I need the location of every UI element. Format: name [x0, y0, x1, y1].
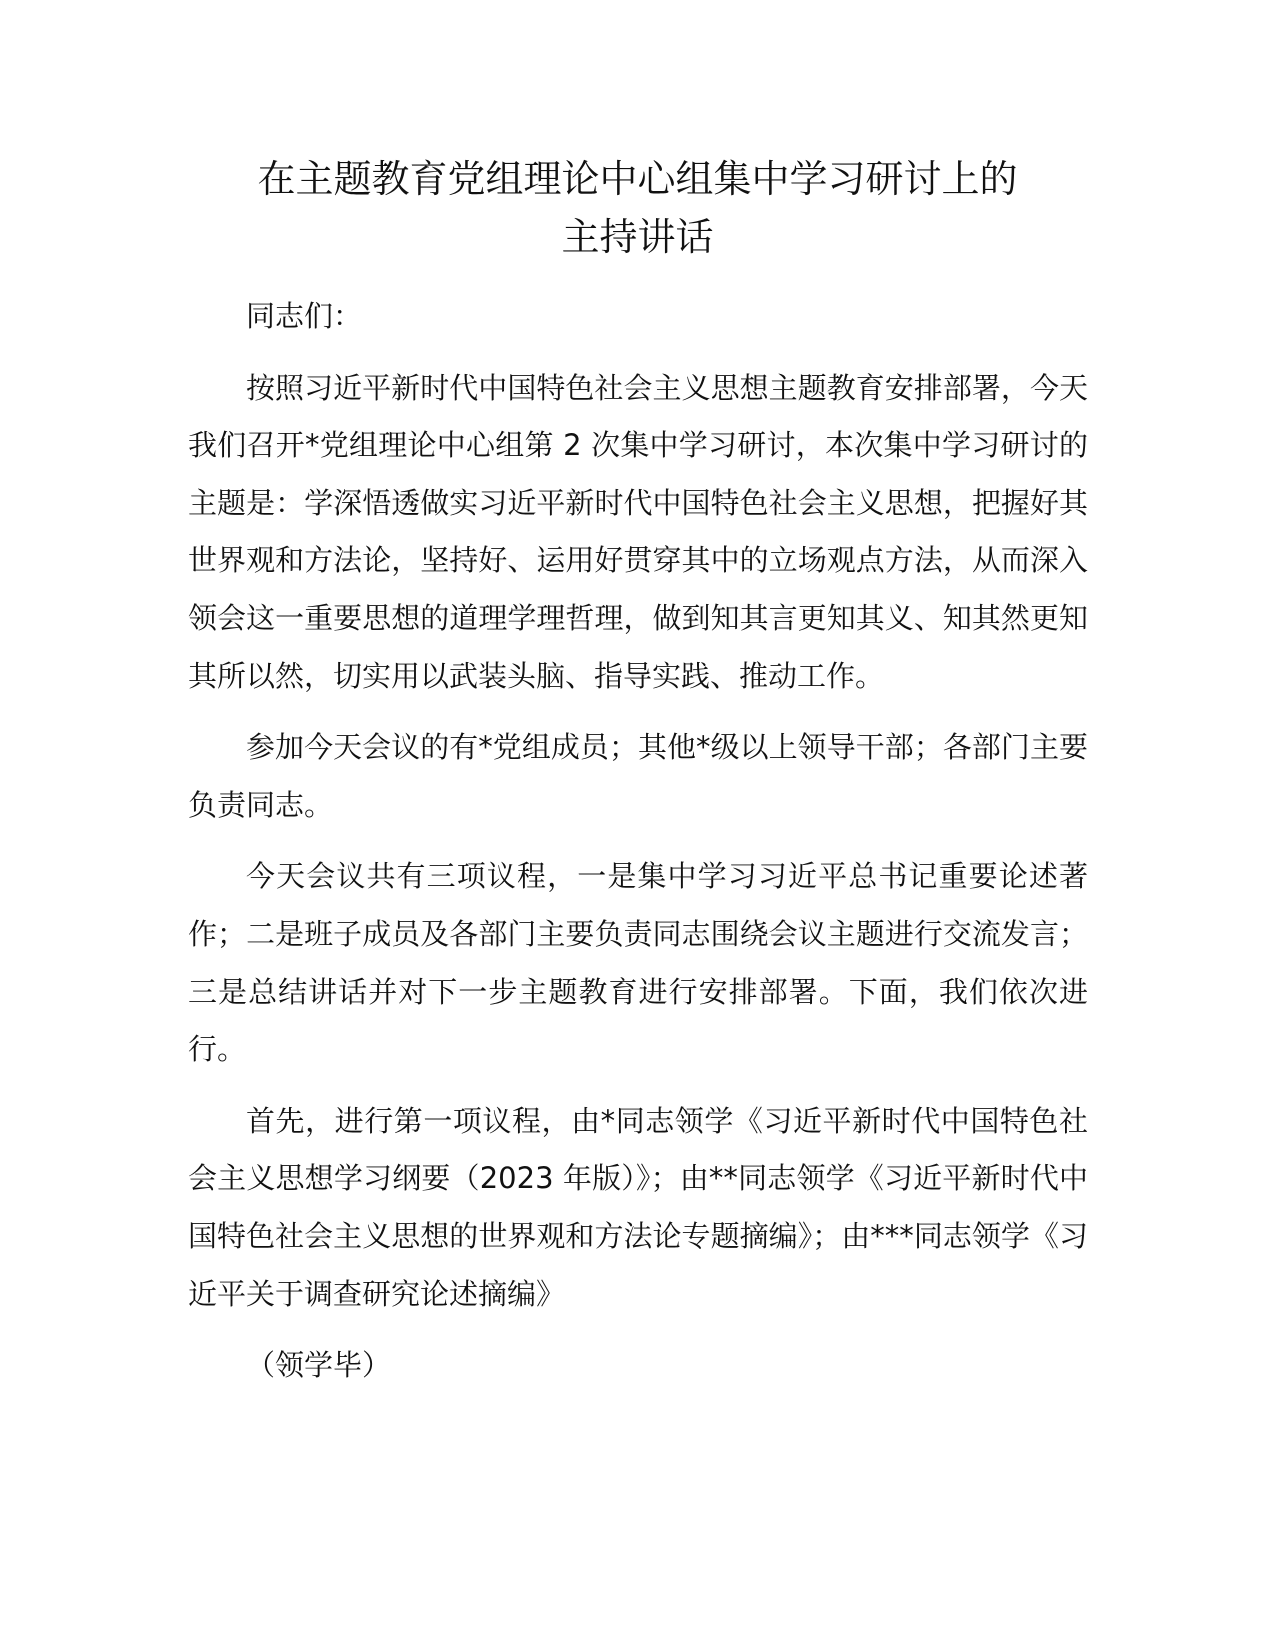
title-line-2: 主持讲话: [561, 215, 714, 259]
attendees-paragraph: 参加今天会议的有*党组成员；其他*级以上领导干部；各部门主要负责同志。: [188, 730, 1088, 822]
title-line-1: 在主题教育党组理论中心组集中学习研讨上的: [257, 157, 1018, 201]
first-item-paragraph: 首先，进行第一项议程，由*同志领学《习近平新时代中国特色社会主义思想学习纲要（2023 年版）》；由**同志领学《习近平新时代中国特色社会主义思想的世界观和方法论专题摘编》；由***同志领学《习近平关于调查研究论述摘编》: [188, 1103, 1088, 1311]
study-done-note: （领学毕）: [246, 1348, 392, 1383]
intro-paragraph: 按照习近平新时代中国特色社会主义思想主题教育安排部署，今天我们召开*党组理论中心组第 2 次集中学习研讨，本次集中学习研讨的主题是：学深悟透做实习近平新时代中国特色社会主义思想，把握好其世界观和方法论，坚持好、运用好贯穿其中的立场观点方法，从而深入领会这一重要思想的道理学理哲理，做到知其言更知其义、知其然更知其所以然，切实用以武装头脑、指导实践、推动工作。: [188, 370, 1088, 693]
document-body: [188, 288, 1088, 1409]
document-title: [150, 150, 1125, 266]
agenda-paragraph: 今天会议共有三项议程，一是集中学习习近平总书记重要论述著作；二是班子成员及各部门主要负责同志围绕会议主题进行交流发言；三是总结讲话并对下一步主题教育进行安排部署。下面，我们依次进行。: [188, 859, 1088, 1067]
greeting-paragraph: 同志们：: [246, 299, 363, 333]
